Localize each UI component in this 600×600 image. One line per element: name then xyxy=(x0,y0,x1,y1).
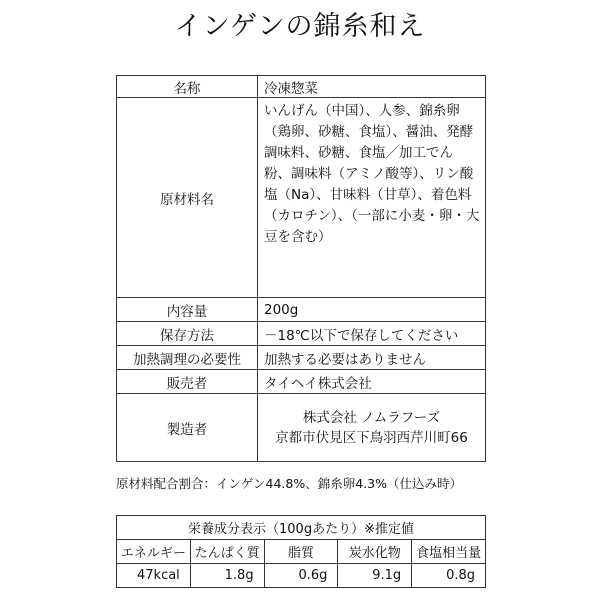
nutrition-header: 栄養成分表示（100gあたり）※推定値 xyxy=(117,516,486,540)
nutrition-header-row xyxy=(117,516,486,540)
nutrition-val-protein: 1.8g xyxy=(190,564,264,588)
nutrition-col-carbs: 炭水化物 xyxy=(338,540,412,564)
storage-value: －18℃以下で保存してください xyxy=(258,322,486,346)
nutrition-table xyxy=(116,515,486,588)
maker-value xyxy=(258,394,486,462)
maker-address: 京都市伏見区下鳥羽西芹川町66 xyxy=(275,429,468,446)
nutrition-values-row xyxy=(117,564,486,588)
row-name xyxy=(117,76,486,98)
seller-value: タイヘイ株式会社 xyxy=(258,370,486,394)
row-content xyxy=(117,298,486,322)
nutrition-val-energy: 47kcal xyxy=(117,564,191,588)
storage-label: 保存方法 xyxy=(117,322,258,346)
nutrition-val-carbs: 9.1g xyxy=(338,564,412,588)
page-title: インゲンの錦糸和え xyxy=(174,11,426,42)
name-label: 名称 xyxy=(117,76,258,98)
nutrition-col-salt: 食塩相当量 xyxy=(412,540,486,564)
maker-company: 株式会社 ノムラフーズ xyxy=(302,409,441,426)
nutrition-col-protein: たんぱく質 xyxy=(190,540,264,564)
nutrition-col-energy: エネルギー xyxy=(117,540,191,564)
row-storage xyxy=(117,322,486,346)
nutrition-val-fat: 0.6g xyxy=(264,564,338,588)
name-value: 冷凍惣菜 xyxy=(258,76,486,98)
content-value: 200g xyxy=(258,298,486,322)
ingredients-line: 粉、調味料（アミノ酸等）、リン酸 xyxy=(264,166,474,182)
ingredients-value xyxy=(258,98,486,298)
ingredients-line: 豆を含む） xyxy=(264,229,332,245)
content-label: 内容量 xyxy=(117,298,258,322)
ingredients-line: （カロチン）、（一部に小麦・卵・大 xyxy=(264,208,480,224)
row-maker xyxy=(117,394,486,462)
maker-label: 製造者 xyxy=(117,394,258,462)
row-heating xyxy=(117,346,486,370)
nutrition-col-fat: 脂質 xyxy=(264,540,338,564)
ingredients-label: 原材料名 xyxy=(117,98,258,298)
ingredients-line: （鶏卵、砂糖、食塩）、醤油、発酵 xyxy=(264,124,474,140)
ingredient-ratio-note: 原材料配合割合：インゲン44.8%、錦糸卵4.3%（仕込み時） xyxy=(116,476,462,491)
heating-label: 加熱調理の必要性 xyxy=(117,346,258,370)
row-seller xyxy=(117,370,486,394)
heating-value: 加熱する必要はありません xyxy=(258,346,486,370)
ingredients-line: 調味料、砂糖、食塩／加工でん xyxy=(264,145,453,161)
nutrition-val-salt: 0.8g xyxy=(412,564,486,588)
ingredients-line: 塩（Na）、甘味料（甘草）、着色料 xyxy=(264,187,472,203)
row-ingredients xyxy=(117,98,486,298)
seller-label: 販売者 xyxy=(117,370,258,394)
product-info-table xyxy=(116,75,486,462)
ingredients-line: いんげん（中国）、人参、錦糸卵 xyxy=(264,103,460,119)
nutrition-columns-row xyxy=(117,540,486,564)
